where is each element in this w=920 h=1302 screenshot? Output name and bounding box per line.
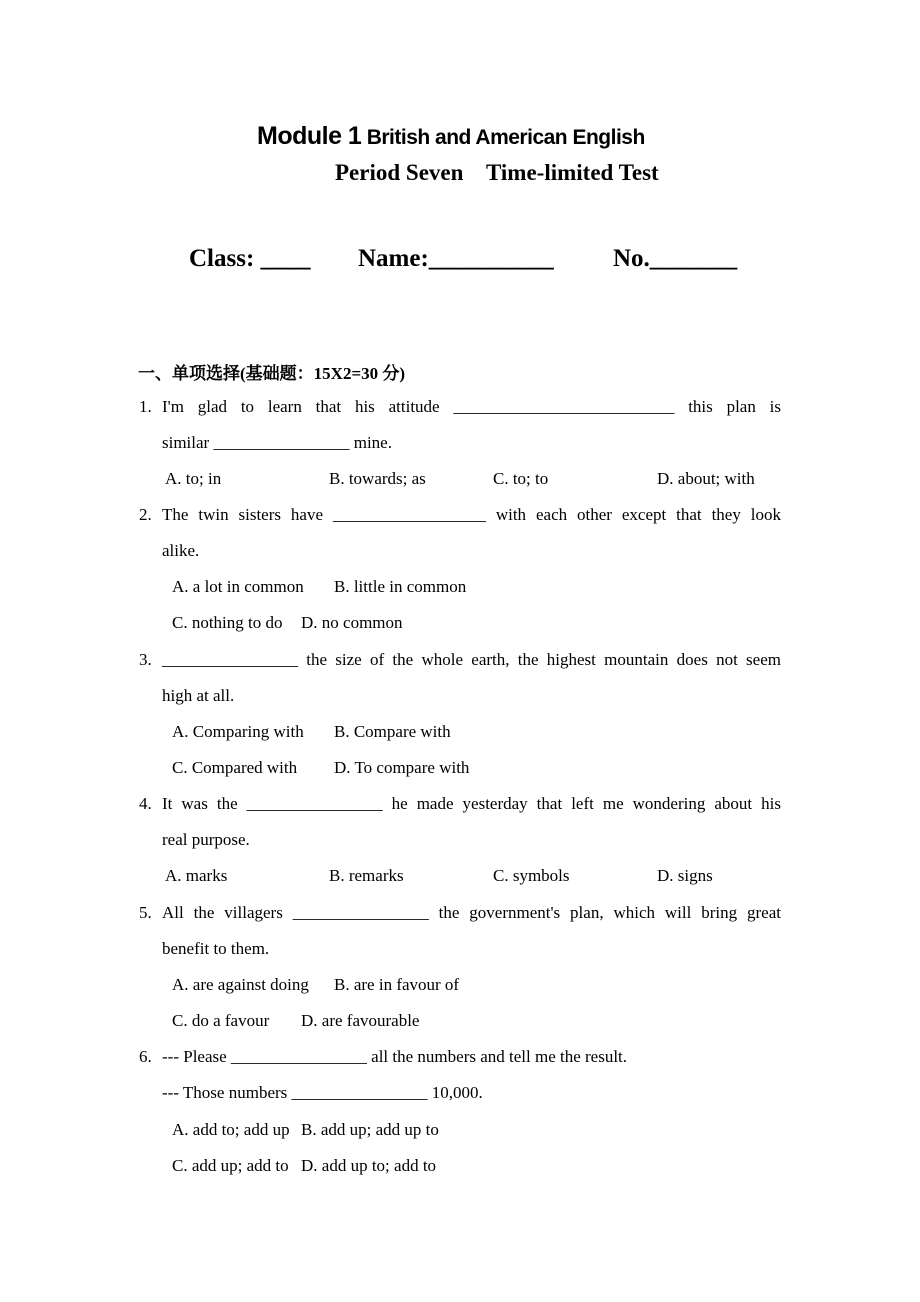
option-d: D. are favourable <box>301 1011 420 1030</box>
option-b: B. add up; add up to <box>301 1120 439 1139</box>
question-stem: It was the ________________ he made yesterday that left me wondering about his <box>162 794 781 813</box>
module-subtitle: British and American English <box>366 126 645 149</box>
option-c: C. do a favour <box>172 1011 270 1030</box>
question-number: 1. <box>139 397 152 416</box>
module-title <box>257 122 645 151</box>
question-stem: --- Please ________________ all the numbers and tell me the result. <box>162 1047 628 1066</box>
option-c: C. Compared with <box>172 758 298 777</box>
question-number: 5. <box>139 903 152 922</box>
question-stem: All the villagers ________________ the government's plan, which will bring great <box>162 903 781 922</box>
section-heading: 一、单项选择(基础题：15X2=30 分) <box>138 364 406 383</box>
option-b: B. remarks <box>329 866 404 885</box>
option-b: B. towards; as <box>329 469 426 488</box>
question-stem: benefit to them. <box>162 939 270 958</box>
question-number: 2. <box>139 505 152 524</box>
option-d: D. signs <box>657 866 713 885</box>
question-stem: alike. <box>162 541 200 560</box>
option-b: B. are in favour of <box>334 975 460 994</box>
option-d: D. no common <box>301 613 403 632</box>
question-stem: real purpose. <box>162 830 250 849</box>
option-c: C. add up; add to <box>172 1156 289 1175</box>
option-a: A. to; in <box>165 469 222 488</box>
question-stem: --- Those numbers ________________ 10,000. <box>162 1083 483 1102</box>
option-c: C. nothing to do <box>172 613 283 632</box>
question-stem: high at all. <box>162 686 235 705</box>
question-number: 6. <box>139 1047 152 1066</box>
question-number: 3. <box>139 650 152 669</box>
option-b: B. little in common <box>334 577 467 596</box>
option-d: D. about; with <box>657 469 755 488</box>
class-field: Class: ____ <box>189 245 311 272</box>
option-c: C. symbols <box>493 866 570 885</box>
question-stem: I'm glad to learn that his attitude __________________________ this plan is <box>162 397 781 416</box>
option-d: D. To compare with <box>334 758 470 777</box>
option-b: B. Compare with <box>334 722 451 741</box>
option-a: A. a lot in common <box>172 577 304 596</box>
module-number: Module 1 <box>257 122 362 150</box>
option-a: A. are against doing <box>172 975 309 994</box>
option-d: D. add up to; add to <box>301 1156 437 1175</box>
option-a: A. add to; add up <box>172 1120 290 1139</box>
option-a: A. Comparing with <box>172 722 304 741</box>
number-field: No._______ <box>613 245 738 272</box>
option-c: C. to; to <box>493 469 549 488</box>
option-a: A. marks <box>165 866 228 885</box>
period-title: Period Seven Time-limited Test <box>335 160 659 185</box>
question-stem: similar ________________ mine. <box>162 433 392 452</box>
name-field: Name:__________ <box>358 245 554 272</box>
question-stem: The twin sisters have __________________ with each other except that they look <box>162 505 781 524</box>
question-number: 4. <box>139 794 152 813</box>
question-stem: ________________ the size of the whole earth, the highest mountain does not seem <box>162 650 781 669</box>
